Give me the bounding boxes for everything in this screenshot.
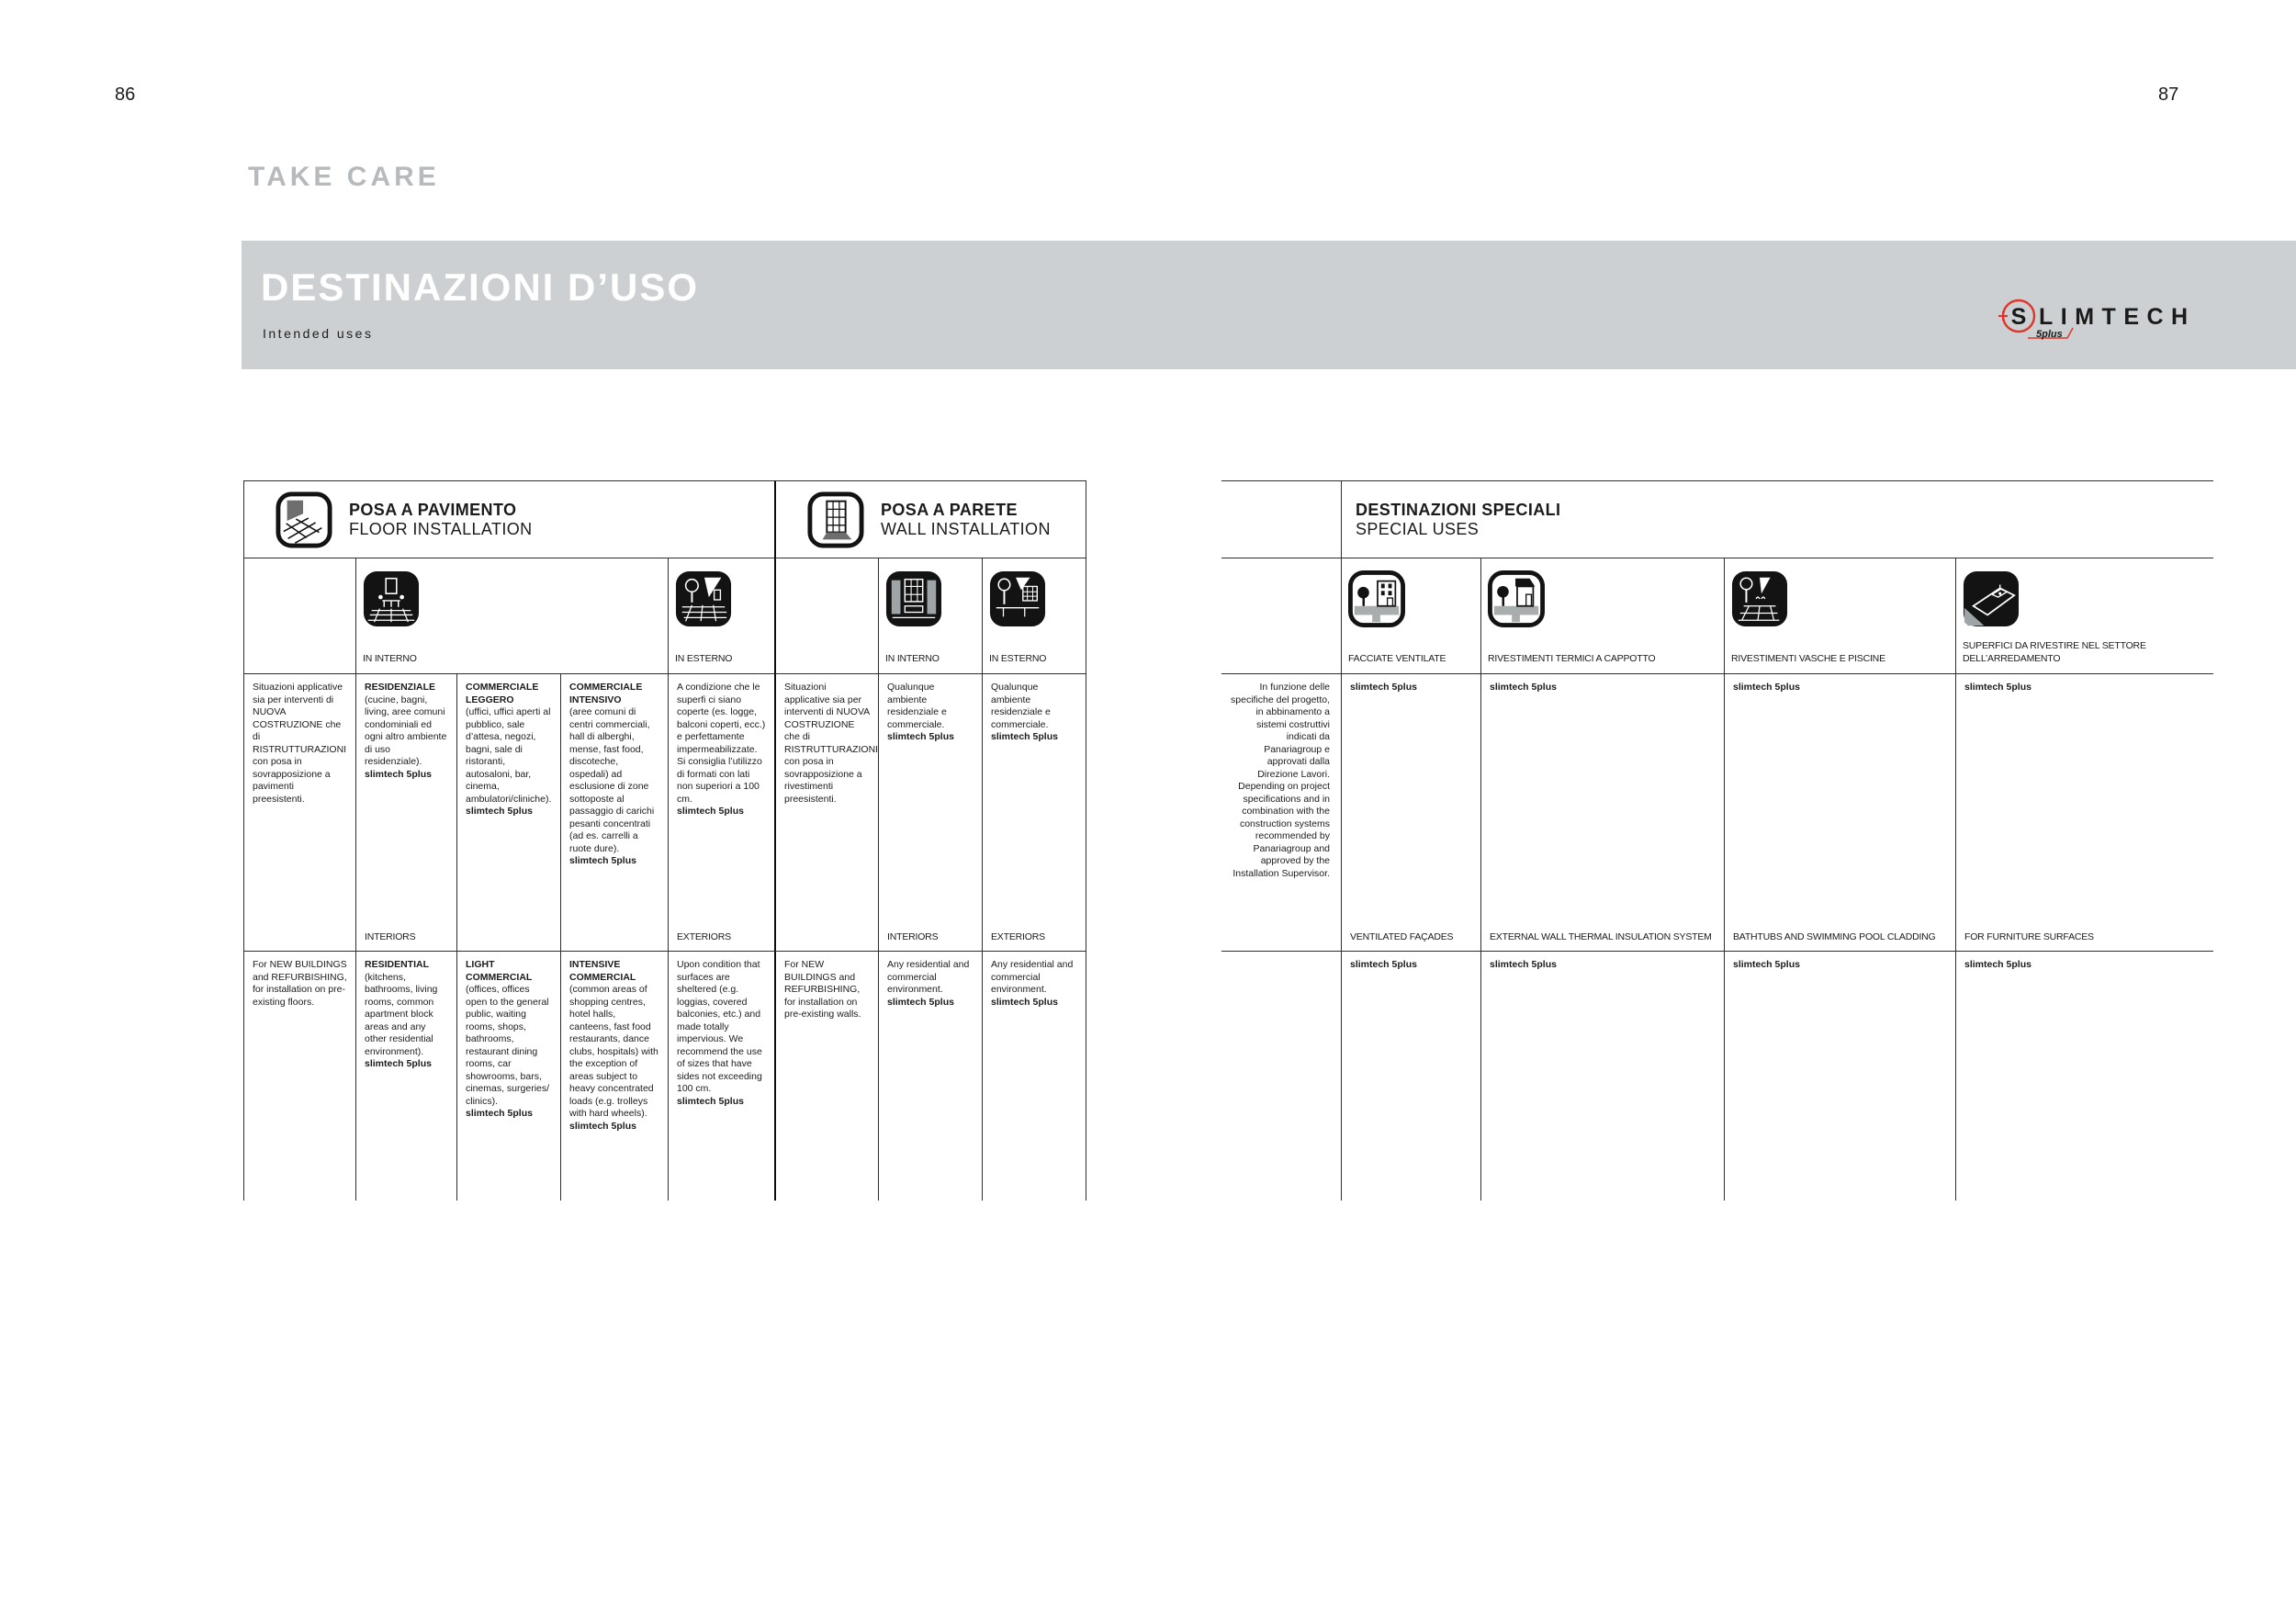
cell-body: A condizione che le superfi ci siano coperte (es. logge, balconi coperti, ecc.) e perfettamente impermeabilizzate. Si consiglia l’utilizzo di formati con lati non superiori a 100 cm. xyxy=(677,682,766,805)
product-name: slimtech 5plus xyxy=(1733,959,1800,970)
product-name: slimtech 5plus xyxy=(466,806,533,817)
svg-text:S: S xyxy=(2010,304,2027,330)
special-intro-en: Depending on project specifications and in combination with the construction systems recommended by Panariagroup and approved by the Installation Supervisor. xyxy=(1232,781,1330,879)
pools-caption-it: RIVESTIMENTI VASCHE E PISCINE xyxy=(1731,652,1885,664)
pools-cell-en xyxy=(1724,951,1955,1201)
furniture-surfaces-icon xyxy=(1963,570,2020,627)
floor-header-text xyxy=(349,501,533,539)
wall-exterior-icon-cell xyxy=(982,558,1086,673)
floor-exterior-cell-en xyxy=(668,951,774,1201)
cell-title: COMMERCIALE INTENSIVO xyxy=(569,682,643,705)
svg-text:LIMTECH: LIMTECH xyxy=(2039,304,2196,330)
wall-intro-cell-it xyxy=(774,673,878,951)
cell-body: (cucine, bagni, living, aree comuni condominiali ed ogni altro ambiente di uso residenziale). xyxy=(365,694,447,767)
wall-title-it: POSA A PARETE xyxy=(881,500,1018,519)
product-name: slimtech 5plus xyxy=(365,768,432,780)
cell-title: RESIDENTIAL xyxy=(365,959,430,970)
cell-body: Qualunque ambiente residenziale e commerciale. xyxy=(887,682,947,730)
floor-intensive-commercial-cell-it xyxy=(560,673,668,951)
pools-cladding-icon xyxy=(1731,570,1788,627)
floor-title-en: FLOOR INSTALLATION xyxy=(349,519,533,538)
floor-wall-table xyxy=(243,480,1086,1201)
facades-caption-it: FACCIATE VENTILATE xyxy=(1348,652,1446,664)
floor-exterior-icon-cell xyxy=(668,558,774,673)
wall-interior-cell-it xyxy=(878,673,982,951)
pools-caption-en: BATHTUBS AND SWIMMING POOL CLADDING xyxy=(1733,930,1936,942)
cell-body: Upon condition that surfaces are sheltered (e.g. loggias, covered balconies, etc.) and made totally impervious. We recommend the use of sizes that have sides not exceeding 100 cm. xyxy=(677,959,762,1094)
cell-body: (kitchens, bathrooms, living rooms, common apartment block areas and any other residential environment). xyxy=(365,971,438,1057)
special-header-text xyxy=(1356,501,1560,539)
floor-exterior-caption: IN ESTERNO xyxy=(675,652,733,664)
slimtech-logo xyxy=(1998,296,2209,342)
wall-header-text xyxy=(881,501,1051,539)
floor-interior-caption: IN INTERNO xyxy=(363,652,417,664)
furniture-caption-it: SUPERFICI DA RIVESTIRE NEL SETTORE DELL’ARREDAMENTO xyxy=(1963,640,2146,664)
product-name: slimtech 5plus xyxy=(1964,959,2032,970)
furniture-cell-en xyxy=(1955,951,2213,1201)
facades-caption-en: VENTILATED FAÇADES xyxy=(1350,930,1454,942)
floor-interior-icon-cell xyxy=(355,558,668,673)
special-intro-cell xyxy=(1221,673,1341,951)
wall-installation-icon xyxy=(807,491,864,548)
special-intro-it: In funzione delle specifiche del progetto, in abbinamento a sistemi costruttivi indicati da Panariagroup e approvati dalla Direzione Lavori. xyxy=(1231,682,1330,780)
special-icon-row-spacer xyxy=(1221,558,1341,673)
special-header-spacer xyxy=(1221,480,1341,558)
cell-body: (common areas of shopping centres, hotel halls, canteens, fast food restaurants, dance clubs, hospitals) with the exception of areas subject to heavy concentrated loads (e.g. trolleys with hard wheels). xyxy=(569,984,658,1119)
floor-intro-it: Situazioni applicative sia per interventi di NUOVA COSTRUZIONE che di RISTRUTTURAZIONI con posa in sovrapposizione a pavimenti preesistenti. xyxy=(253,682,347,805)
floor-exterior-cell-it xyxy=(668,673,774,951)
product-name: slimtech 5plus xyxy=(887,996,954,1008)
wall-intro-cell-en xyxy=(774,951,878,1201)
product-name: slimtech 5plus xyxy=(1350,959,1417,970)
product-name: slimtech 5plus xyxy=(991,731,1058,742)
floor-residential-cell-it xyxy=(355,673,456,951)
slimtech-logo-icon xyxy=(1998,296,2209,342)
cell-body: (uffici, uffici aperti al pubblico, sale d’attesa, negozi, bagni, sale di ristoranti, autosaloni, bar, cinema, ambulatori/cliniche). xyxy=(466,706,552,805)
product-name: slimtech 5plus xyxy=(569,855,636,866)
floor-intro-en: For NEW BUILDINGS and REFURBISHING, for installation on pre-existing floors. xyxy=(253,959,347,1008)
wall-intro-en: For NEW BUILDINGS and REFURBISHING, for installation on pre-existing walls. xyxy=(784,959,861,1020)
floor-residential-cell-en xyxy=(355,951,456,1201)
furniture-icon-cell xyxy=(1955,558,2213,673)
product-name: slimtech 5plus xyxy=(1490,682,1557,693)
floor-intro-cell-en xyxy=(243,951,355,1201)
wall-intro-it: Situazioni applicative sia per interventi di NUOVA COSTRUZIONE che di RISTRUTTURAZIONI con posa in sovrapposizione a rivestimenti preesistenti. xyxy=(784,682,879,805)
floor-installation-icon xyxy=(276,491,332,548)
product-name: slimtech 5plus xyxy=(991,996,1058,1008)
page-title: DESTINAZIONI D’USO xyxy=(261,265,700,309)
cell-body: (offices, offices open to the general public, waiting rooms, shops, bathrooms, restaurant dining rooms, car showrooms, bars, cinemas, surgeries/ clinics). xyxy=(466,984,550,1107)
product-name: slimtech 5plus xyxy=(569,1120,636,1132)
floor-icon-row-spacer xyxy=(243,558,355,673)
facades-cell-en xyxy=(1341,951,1480,1201)
exteriors-caption: EXTERIORS xyxy=(677,930,731,942)
wall-exterior-icon xyxy=(989,570,1046,627)
interiors-caption: INTERIORS xyxy=(365,930,416,942)
wall-interior-icon-cell xyxy=(878,558,982,673)
special-title-it: DESTINAZIONI SPECIALI xyxy=(1356,500,1561,519)
logo-variant: 5plus xyxy=(2036,329,2063,340)
cell-body: Any residential and commercial environment. xyxy=(887,959,970,995)
ventilated-facades-icon xyxy=(1348,570,1405,627)
furniture-cell-it xyxy=(1955,673,2213,951)
wall-interior-icon xyxy=(885,570,942,627)
floor-light-commercial-cell-en xyxy=(456,951,560,1201)
product-name: slimtech 5plus xyxy=(1350,682,1417,693)
product-name: slimtech 5plus xyxy=(887,731,954,742)
page-number-right: 87 xyxy=(2158,85,2179,105)
cell-title: RESIDENZIALE xyxy=(365,682,436,693)
product-name: slimtech 5plus xyxy=(677,1095,744,1107)
product-name: slimtech 5plus xyxy=(365,1058,432,1069)
thermal-caption-it: RIVESTIMENTI TERMICI A CAPPOTTO xyxy=(1488,652,1656,664)
pools-icon-cell xyxy=(1724,558,1955,673)
special-intro-cell-en-spacer xyxy=(1221,951,1341,1201)
wall-title-en: WALL INSTALLATION xyxy=(881,519,1051,538)
floor-exterior-icon xyxy=(675,570,732,627)
title-banner xyxy=(242,241,2296,369)
special-section-header xyxy=(1341,480,2213,558)
product-name: slimtech 5plus xyxy=(1964,682,2032,693)
thermal-insulation-icon xyxy=(1488,570,1545,627)
special-title-en: SPECIAL USES xyxy=(1356,519,1480,538)
cell-title: INTENSIVE COMMERCIAL xyxy=(569,959,636,983)
wall-exterior-caption: IN ESTERNO xyxy=(989,652,1047,664)
wall-exterior-cell-it xyxy=(982,673,1086,951)
page-number-left: 86 xyxy=(115,85,136,105)
floor-section-header xyxy=(243,480,774,558)
cell-body: (aree comuni di centri commerciali, hall di alberghi, mense, fast food, discoteche, ospedali) ad esclusione di zone sottoposte al passaggio di carichi pesanti concentrati (ad es. carrelli a ruote dure). xyxy=(569,706,655,854)
thermal-cell-en xyxy=(1480,951,1724,1201)
floor-interior-icon xyxy=(363,570,420,627)
product-name: slimtech 5plus xyxy=(677,806,744,817)
cell-title: LIGHT COMMERCIAL xyxy=(466,959,533,983)
thermal-icon-cell xyxy=(1480,558,1724,673)
wall-interior-caption: IN INTERNO xyxy=(885,652,940,664)
product-name: slimtech 5plus xyxy=(466,1108,533,1119)
wall-section-header xyxy=(774,480,1086,558)
special-uses-table xyxy=(1221,480,2213,1201)
floor-intro-cell-it xyxy=(243,673,355,951)
wall-interior-cell-en xyxy=(878,951,982,1201)
facades-icon-cell xyxy=(1341,558,1480,673)
floor-light-commercial-cell-it xyxy=(456,673,560,951)
thermal-cell-it xyxy=(1480,673,1724,951)
wall-icon-row-spacer xyxy=(774,558,878,673)
thermal-caption-en: EXTERNAL WALL THERMAL INSULATION SYSTEM xyxy=(1490,930,1712,942)
exteriors-caption: EXTERIORS xyxy=(991,930,1045,942)
furniture-caption-en: FOR FURNITURE SURFACES xyxy=(1964,930,2094,942)
cell-body: Qualunque ambiente residenziale e commerciale. xyxy=(991,682,1051,730)
facades-cell-it xyxy=(1341,673,1480,951)
floor-intensive-commercial-cell-en xyxy=(560,951,668,1201)
pools-cell-it xyxy=(1724,673,1955,951)
product-name: slimtech 5plus xyxy=(1490,959,1557,970)
product-name: slimtech 5plus xyxy=(1733,682,1800,693)
wall-exterior-cell-en xyxy=(982,951,1086,1201)
section-kicker: TAKE CARE xyxy=(248,162,440,192)
cell-title: COMMERCIALE LEGGERO xyxy=(466,682,539,705)
floor-title-it: POSA A PAVIMENTO xyxy=(349,500,517,519)
interiors-caption: INTERIORS xyxy=(887,930,939,942)
cell-body: Any residential and commercial environment. xyxy=(991,959,1074,995)
page-subtitle: Intended uses xyxy=(263,326,374,341)
